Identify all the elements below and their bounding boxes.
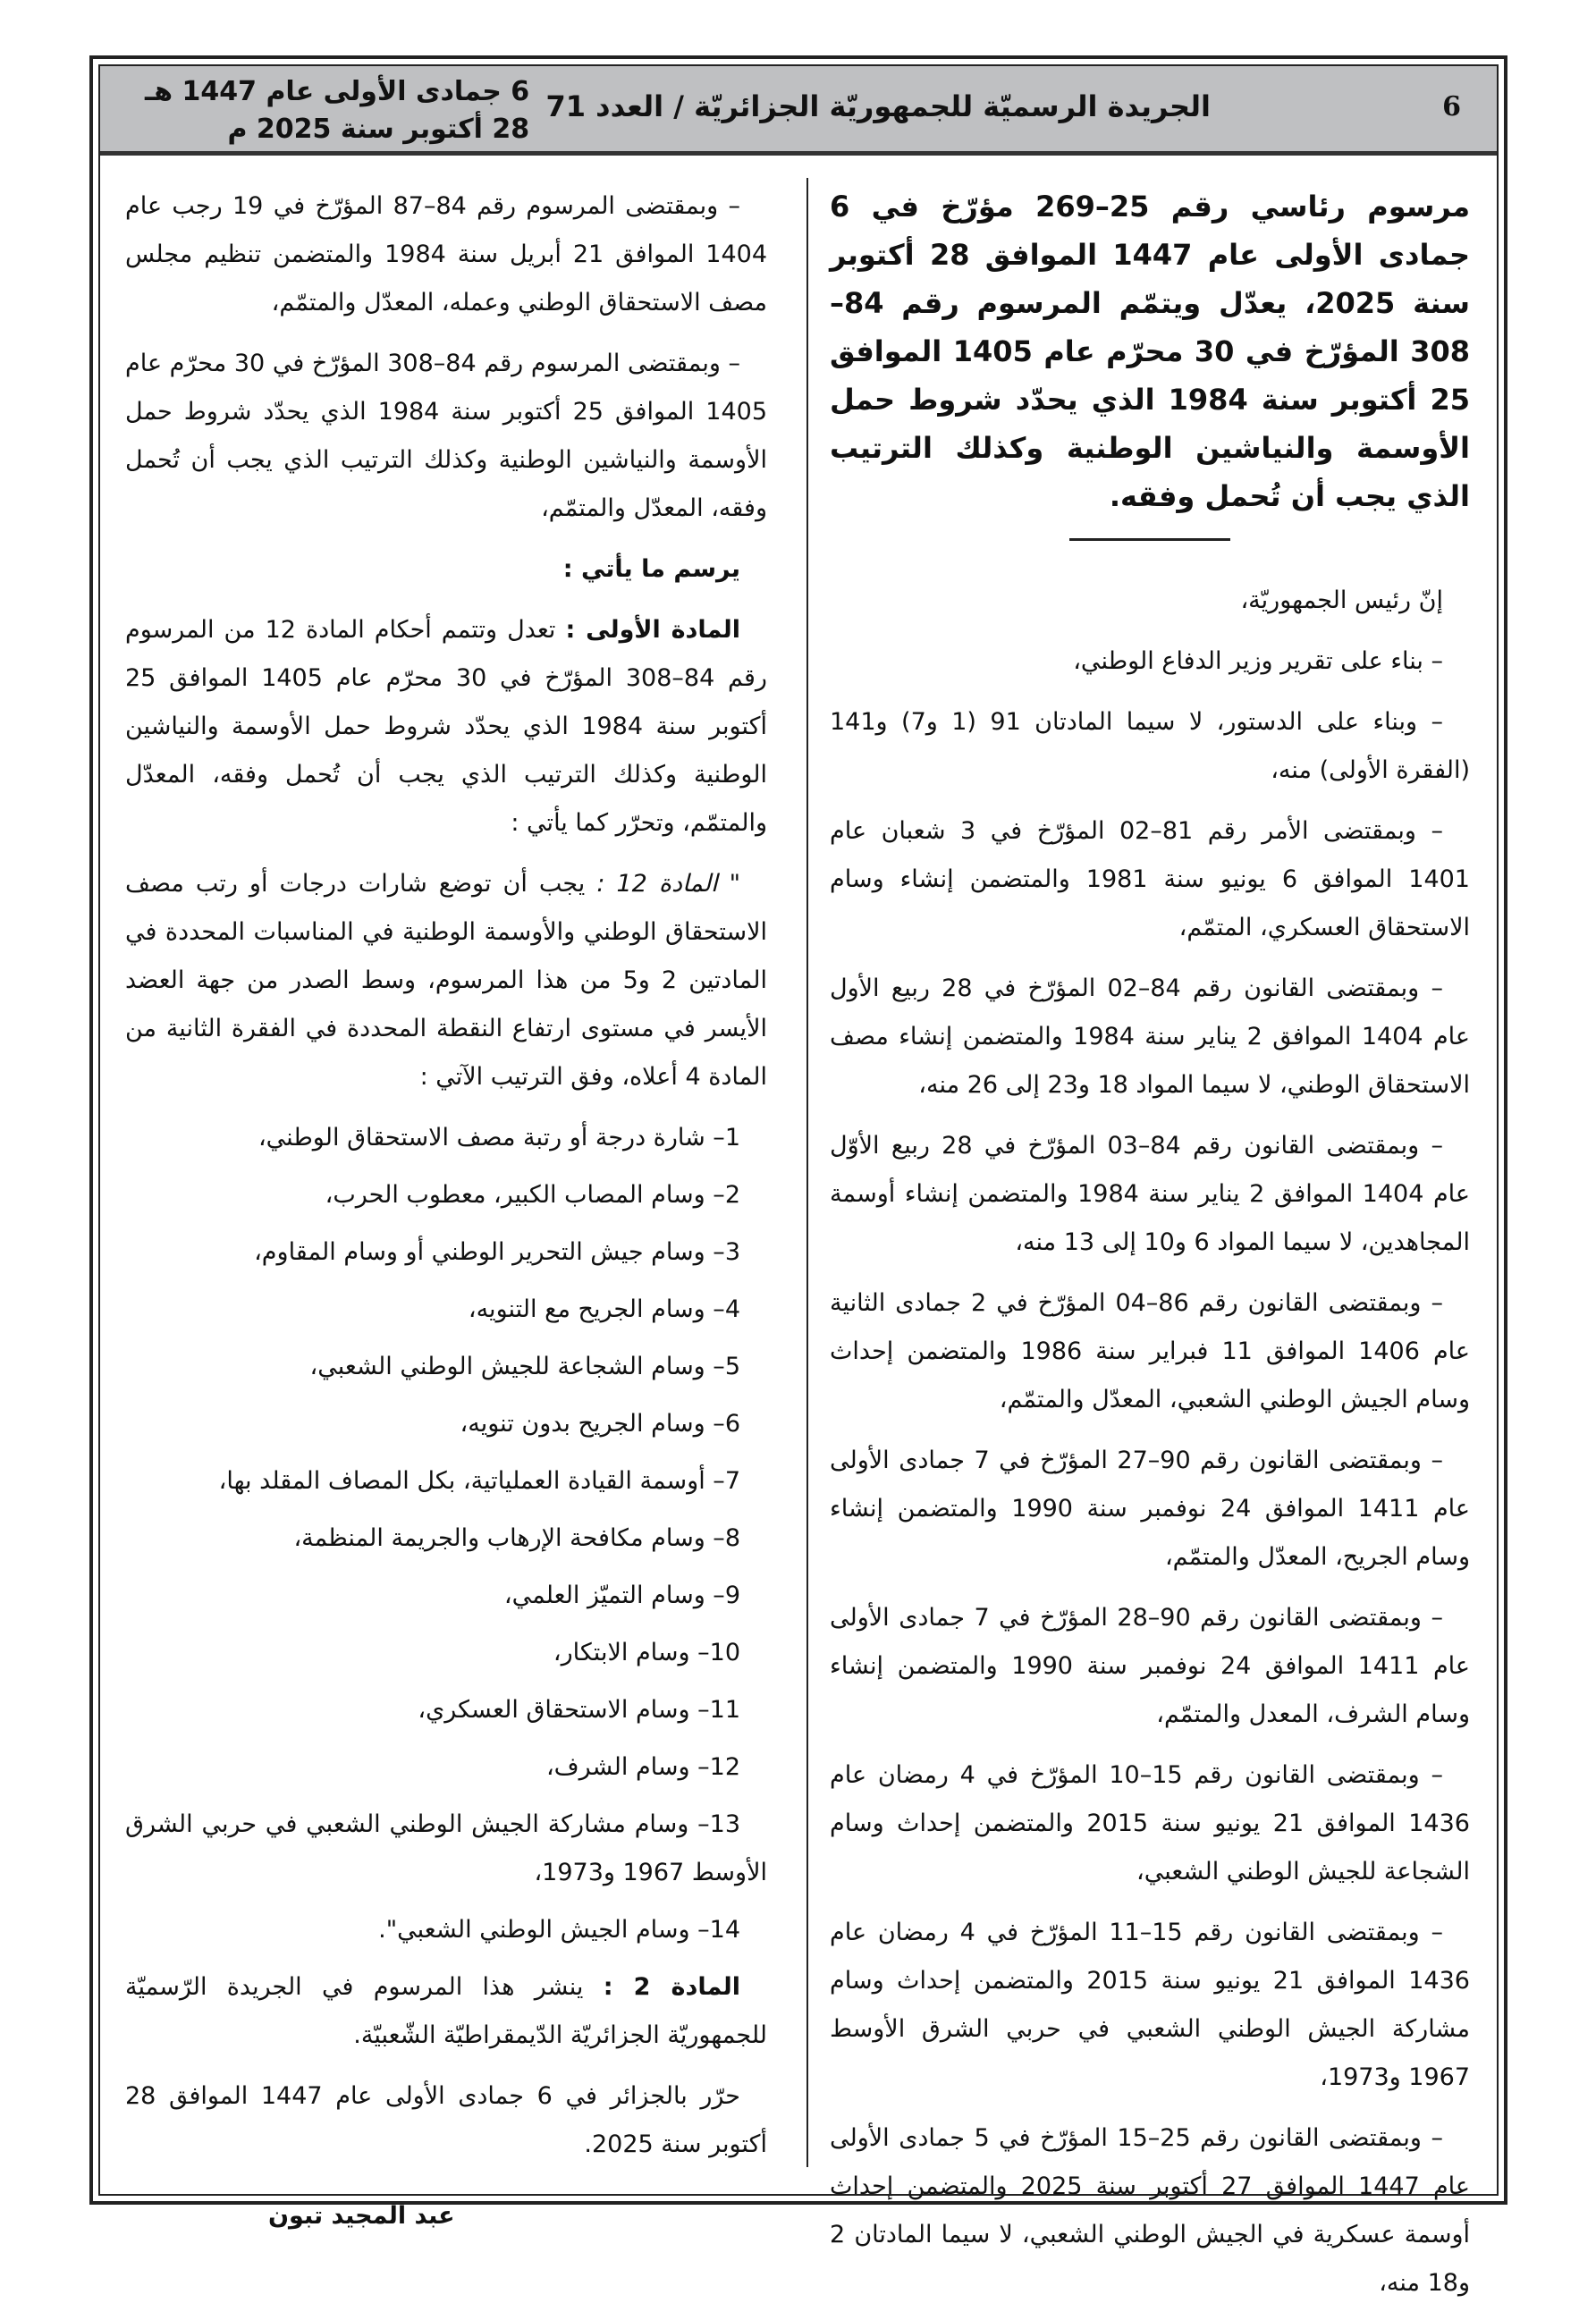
visa-paragraph: – وبمقتضى القانون رقم 25–15 المؤرّخ في 5 جمادى الأولى عام 1447 الموافق 27 أكتوبر سنة 2025 والمتضمن إحداث أوسمة عسكرية في الجيش الوطني الشعبي، لا سيما المادتان 2 و18 منه،	[830, 2124, 1470, 2297]
visa-paragraph: – وبمقتضى القانون رقم 90–28 المؤرّخ في 7 جمادى الأولى عام 1411 الموافق 24 نوفمبر سنة 1990 والمتضمن إنشاء وسام الشرف، المعدل والمتمّم،	[830, 1604, 1470, 1728]
visa-paragraph: – بناء على تقرير وزير الدفاع الوطني،	[1073, 647, 1443, 675]
visa-paragraph: – وبمقتضى القانون رقم 84–03 المؤرّخ في 28 ربيع الأوّل عام 1404 الموافق 2 يناير سنة 1984 والمتضمن إنشاء أوسمة المجاهدين، لا سيما المواد 6 و10 إلى 13 منه،	[830, 1132, 1471, 1256]
left-column	[125, 182, 767, 2240]
article-2-text: ينشر هذا المرسوم في الجريدة الرّسميّة للجمهوريّة الجزائريّة الدّيمقراطيّة الشّعبيّة.	[125, 1973, 767, 2049]
article-12	[125, 860, 767, 1101]
visa-paragraph: – وبمقتضى القانون رقم 15–11 المؤرّخ في 4 رمضان عام 1436 الموافق 21 يونيو سنة 2015 والمتضمن إحداث وسام مشاركة الجيش الوطني الشعبي في حربي الشرق الأوسط 1967 و1973،	[830, 1919, 1470, 2091]
date-gregorian: 28 أكتوبر سنة 2025 م	[227, 114, 530, 145]
article-12-text: يجب أن توضع شارات درجات أو رتب مصف الاستحقاق الوطني والأوسمة الوطنية في المناسبات المحددة في المادتين 2 و5 من هذا المرسوم، وسط الصدر من جهة العضد الأيسر في مستوى ارتفاع النقطة المحددة في الفقرة الثانية من المادة 4 أعلاه، وفق الترتيب الآتي :	[125, 870, 767, 1091]
list-item: 10– وسام الابتكار،	[553, 1639, 740, 1666]
visa-paragraph: – وبمقتضى المرسوم رقم 84–87 المؤرّخ في 19 رجب عام 1404 الموافق 21 أبريل سنة 1984 والمتضمن تنظيم مجلس مصف الاستحقاق الوطني وعمله، المعدّل والمتمّم،	[125, 192, 767, 316]
article-2-label: المادة 2 :	[603, 1973, 740, 2001]
decree-title: مرسوم رئاسي رقم 25–269 مؤرّخ في 6 جمادى الأولى عام 1447 الموافق 28 أكتوبر سنة 2025، يعدّل ويتمّم المرسوم رقم 84–308 المؤرّخ في 30 محرّم عام 1405 الموافق 25 أكتوبر سنة 1984 الذي يحدّد شروط حمل الأوسمة والنياشين الوطنية وكذلك الترتيب الذي يجب أن تُحمل وفقه.	[830, 190, 1471, 513]
visa-paragraph: – وبمقتضى القانون رقم 84–02 المؤرّخ في 28 ربيع الأول عام 1404 الموافق 2 يناير سنة 1984 والمتضمن إنشاء مصف الاستحقاق الوطني، لا سيما المواد 18 و23 إلى 26 منه،	[830, 974, 1470, 1099]
list-item: 11– وسام الاستحقاق العسكري،	[418, 1696, 740, 1724]
list-item: 4– وسام الجريح مع التنويه،	[468, 1295, 740, 1323]
issue-date	[145, 73, 529, 148]
visa-paragraph: – وبناء على الدستور، لا سيما المادتان 91 (1 و7) و141 (الفقرة الأولى) منه،	[830, 708, 1470, 784]
visa-paragraph: – وبمقتضى القانون رقم 15–10 المؤرّخ في 4 رمضان عام 1436 الموافق 21 يونيو سنة 2015 والمتضمن إحداث وسام الشجاعة للجيش الوطني الشعبي،	[830, 1761, 1470, 1886]
gazette-title: الجريدة الرسميّة للجمهوريّة الجزائريّة / العدد 71	[545, 89, 1211, 123]
list-item: 5– وسام الشجاعة للجيش الوطني الشعبي،	[309, 1353, 740, 1380]
list-item: 14– وسام الجيش الوطني الشعبي".	[378, 1916, 740, 1944]
list-item: 6– وسام الجريح بدون تنويه،	[460, 1410, 740, 1438]
article-1-text: تعدل وتتمم أحكام المادة 12 من المرسوم رقم 84–308 المؤرّخ في 30 محرّم عام 1405 الموافق 25 أكتوبر سنة 1984 الذي يحدّد شروط حمل الأوسمة والنياشين الوطنية وكذلك الترتيب الذي يجب أن تُحمل وفقه، المعدّل والمتمّم، وتحرّر كما يأتي :	[125, 616, 768, 837]
list-item: 8– وسام مكافحة الإرهاب والجريمة المنظمة،	[293, 1524, 740, 1552]
article-1	[125, 606, 767, 848]
right-column	[830, 182, 1470, 2320]
visa-paragraph: – وبمقتضى القانون رقم 86–04 المؤرّخ في 2 جمادى الثانية عام 1406 الموافق 11 فبراير سنة 1986 والمتضمن إحداث وسام الجيش الوطني الشعبي، المعدّل والمتمّم،	[830, 1289, 1470, 1413]
closing-line: حرّر بالجزائر في 6 جمادى الأولى عام 1447 الموافق 28 أكتوبر سنة 2025.	[125, 2082, 767, 2158]
article-12-label: " المادة 12 :	[596, 870, 740, 898]
opening-line: إنّ رئيس الجمهوريّة،	[1240, 586, 1443, 614]
visa-paragraph: – وبمقتضى المرسوم رقم 84–308 المؤرّخ في 30 محرّم عام 1405 الموافق 25 أكتوبر سنة 1984 الذي يحدّد شروط حمل الأوسمة والنياشين الوطنية وكذلك الترتيب الذي يجب أن تُحمل وفقه، المعدّل والمتمّم،	[125, 350, 767, 522]
list-item: 12– وسام الشرف،	[545, 1753, 740, 1781]
signature: عبد المجيد تبون	[268, 2202, 455, 2230]
page-frame	[89, 55, 1507, 2297]
list-item: 1– شارة درجة أو رتبة مصف الاستحقاق الوطني،	[258, 1124, 740, 1152]
visa-paragraph: – وبمقتضى الأمر رقم 81–02 المؤرّخ في 3 شعبان عام 1401 الموافق 6 يونيو سنة 1981 والمتضمن إنشاء وسام الاستحقاق العسكري، المتمّم،	[830, 817, 1470, 941]
decrees-heading: يرسم ما يأتي :	[562, 555, 740, 583]
list-item: 3– وسام جيش التحرير الوطني أو وسام المقاوم،	[254, 1238, 740, 1266]
title-separator	[1069, 538, 1230, 541]
page-number: 6	[1442, 91, 1461, 122]
list-item: 2– وسام المصاب الكبير، معطوب الحرب،	[325, 1181, 740, 1209]
gazette-header	[100, 66, 1497, 156]
column-divider	[806, 178, 808, 2167]
article-2	[125, 1963, 767, 2060]
date-hijri: 6 جمادى الأولى عام 1447 هـ	[145, 76, 530, 107]
article-1-label: المادة الأولى :	[565, 616, 740, 644]
list-item: 13– وسام مشاركة الجيش الوطني الشعبي في حربي الشرق الأوسط 1967 و1973،	[125, 1810, 767, 1886]
list-item: 9– وسام التميّز العلمي،	[503, 1582, 740, 1609]
list-item: 7– أوسمة القيادة العملياتية، بكل المصاف المقلد بها،	[218, 1467, 740, 1495]
visa-paragraph: – وبمقتضى القانون رقم 90–27 المؤرّخ في 7 جمادى الأولى عام 1411 الموافق 24 نوفمبر سنة 1990 والمتضمن إنشاء وسام الجريح، المعدّل والمتمّم،	[830, 1447, 1470, 1571]
page-inner-border	[98, 64, 1499, 2297]
